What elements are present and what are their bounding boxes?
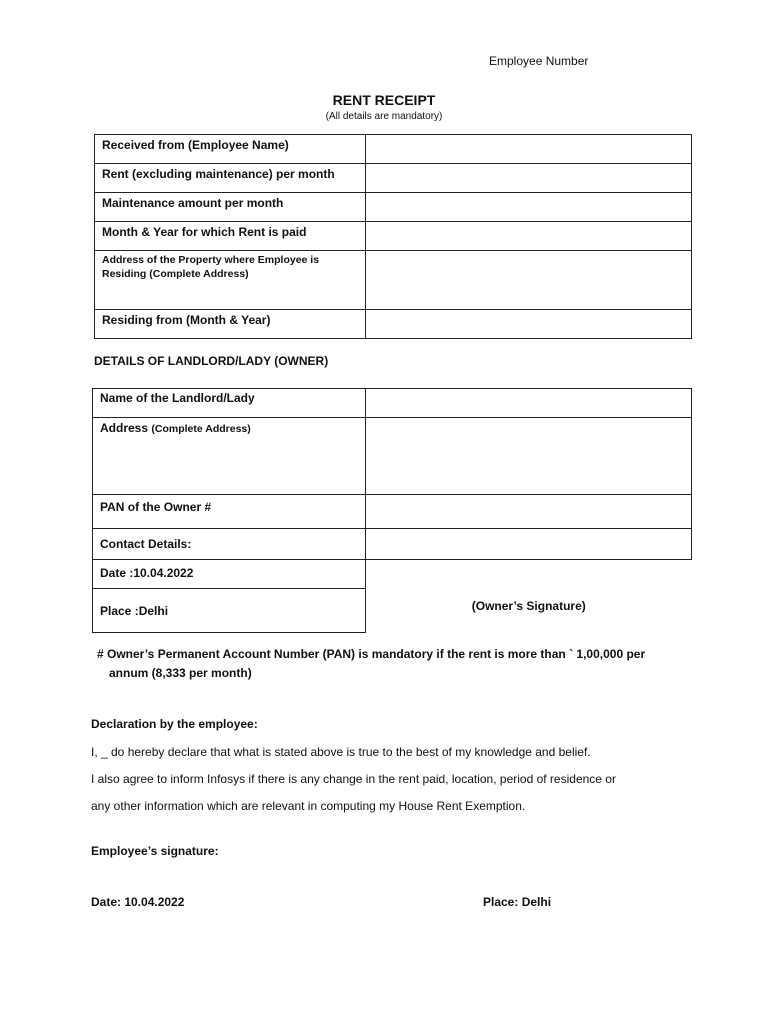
rent-per-month-label: Rent (excluding maintenance) per month xyxy=(95,164,366,193)
table-row xyxy=(95,222,692,251)
table-row xyxy=(95,135,692,164)
page-title: RENT RECEIPT xyxy=(332,92,436,108)
owner-signature-label: (Owner’s Signature) xyxy=(471,598,586,613)
residing-from-field[interactable] xyxy=(366,310,692,339)
rent-per-month-field[interactable] xyxy=(366,164,692,193)
residing-from-label: Residing from (Month & Year) xyxy=(95,310,366,339)
employee-name-field[interactable] xyxy=(366,135,692,164)
table-row xyxy=(93,529,692,560)
landlord-address-label xyxy=(93,418,366,495)
owner-details-table xyxy=(92,388,692,633)
table-row xyxy=(95,193,692,222)
declaration-date: Date: 10.04.2022 xyxy=(91,895,185,909)
table-row xyxy=(93,389,692,418)
declaration-line: any other information which are relevant in computing my House Rent Exemption. xyxy=(91,799,526,813)
address-label-text: Address xyxy=(100,421,149,435)
contact-details-field[interactable] xyxy=(366,529,692,560)
property-address-label: Address of the Property where Employee is Residing (Complete Address) xyxy=(95,251,366,310)
maintenance-amount-field[interactable] xyxy=(366,193,692,222)
owner-place: Place :Delhi xyxy=(93,589,366,633)
rent-month-year-label: Month & Year for which Rent is paid xyxy=(95,222,366,251)
pan-note-line2: annum (8,333 per month) xyxy=(109,666,252,680)
pan-note xyxy=(97,645,687,683)
declaration-line: I also agree to inform Infosys if there is any change in the rent paid, location, period of residence or xyxy=(91,772,616,786)
address-sublabel: (Complete Address) xyxy=(151,423,251,435)
page-subtitle: (All details are mandatory) xyxy=(325,111,443,122)
landlord-address-field[interactable] xyxy=(366,418,692,495)
employee-signature-label: Employee’s signature: xyxy=(91,844,219,858)
landlord-name-field[interactable] xyxy=(366,389,692,418)
owner-pan-label: PAN of the Owner # xyxy=(93,495,366,529)
table-row xyxy=(95,251,692,310)
contact-details-label: Contact Details: xyxy=(93,529,366,560)
declaration-line: I, _ do hereby declare that what is stated above is true to the best of my knowledge and belief. xyxy=(91,745,591,759)
pan-note-line1: # Owner’s Permanent Account Number (PAN) is mandatory if the rent is more than ` 1,00,000 per xyxy=(97,647,646,661)
employee-details-table xyxy=(94,134,692,339)
table-row xyxy=(95,310,692,339)
owner-pan-field[interactable] xyxy=(366,495,692,529)
rent-month-year-field[interactable] xyxy=(366,222,692,251)
owner-signature-box[interactable] xyxy=(366,560,692,633)
maintenance-amount-label: Maintenance amount per month xyxy=(95,193,366,222)
declaration-heading: Declaration by the employee: xyxy=(91,717,258,731)
table-row xyxy=(93,560,692,589)
owner-section-heading: DETAILS OF LANDLORD/LADY (OWNER) xyxy=(94,354,329,368)
landlord-name-label: Name of the Landlord/Lady xyxy=(93,389,366,418)
employee-name-label: Received from (Employee Name) xyxy=(95,135,366,164)
property-address-field[interactable] xyxy=(366,251,692,310)
employee-number-label: Employee Number xyxy=(489,54,589,68)
owner-date: Date :10.04.2022 xyxy=(93,560,366,589)
table-row xyxy=(93,495,692,529)
declaration-place: Place: Delhi xyxy=(483,895,552,909)
table-row xyxy=(93,418,692,495)
table-row xyxy=(95,164,692,193)
